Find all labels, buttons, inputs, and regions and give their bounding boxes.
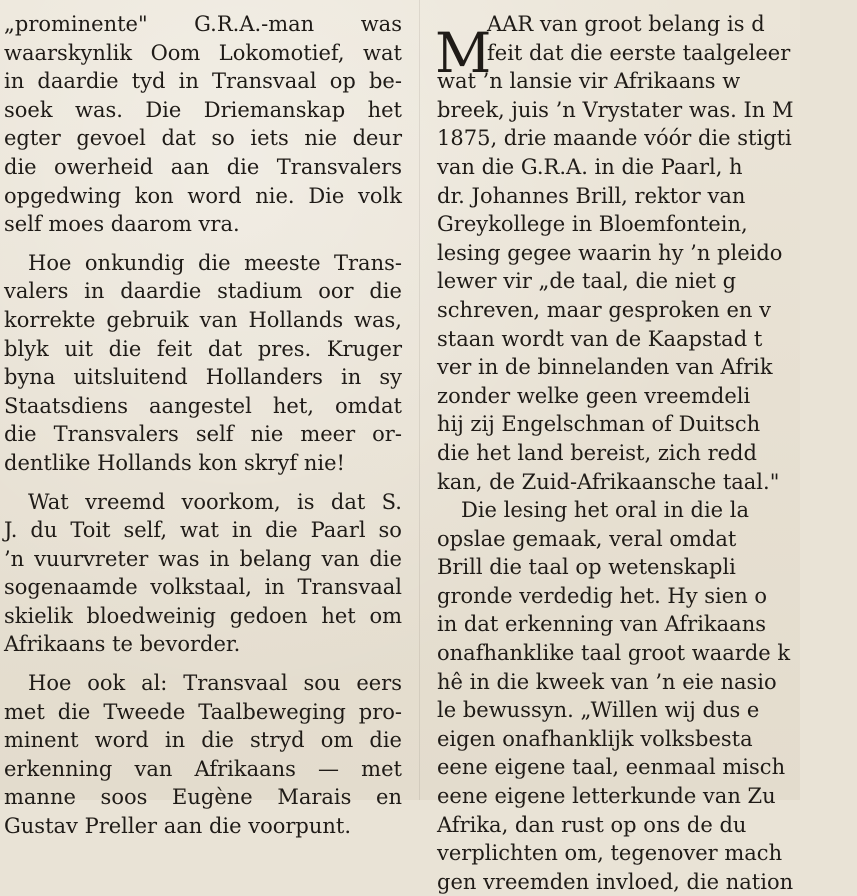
text-line: Brill die taal op wetenskapli xyxy=(437,555,736,580)
text-line: Afrika, dan rust op ons de du xyxy=(437,812,747,837)
text-line: blyk uit die feit dat pres. Kruger xyxy=(4,336,402,361)
text-line: byna uitsluitend Hollanders in sy xyxy=(4,365,402,390)
right-paragraph-2 xyxy=(437,496,857,896)
text-line: onafhanklike taal groot waarde k xyxy=(437,641,791,666)
text-line: met die Tweede Taalbeweging pro- xyxy=(4,699,402,724)
column-divider xyxy=(419,0,420,800)
text-line: wat ’n lansie vir Afrikaans w xyxy=(437,69,741,94)
text-line: lesing gegee waarin hy ’n pleido xyxy=(437,240,783,265)
text-line: valers in daardie stadium oor die xyxy=(4,279,402,304)
text-line: minent word in die stryd om die xyxy=(4,728,402,753)
text-line: ver in de binnelanden van Afrik xyxy=(437,355,773,380)
text-line: kan, de Zuid-Afrikaansche taal." xyxy=(437,469,780,494)
text-line: 1875, drie maande vóór die stigti xyxy=(437,126,792,151)
text-line: gen vreemden invloed, die nation xyxy=(437,869,794,894)
text-line: schreven, maar gesproken en v xyxy=(437,297,771,322)
left-paragraph-1 xyxy=(4,10,402,239)
text-line: verplichten om, tegenover mach xyxy=(437,841,783,866)
text-line: in daardie tyd in Transvaal op be- xyxy=(4,69,402,94)
left-paragraph-4 xyxy=(4,669,402,841)
text-line: waarskynlik Oom Lokomotief, wat xyxy=(4,40,402,65)
text-line: soek was. Die Driemanskap het xyxy=(4,97,402,122)
text-line: skielik bloedweinig gedoen het om xyxy=(4,603,402,628)
text-line: egter gevoel dat so iets nie deur xyxy=(4,126,402,151)
text-line: die het land bereist, zich redd xyxy=(437,440,757,465)
text-line: manne soos Eugène Marais en xyxy=(4,785,402,810)
right-column xyxy=(437,10,857,896)
text-line: eigen onafhanklijk volksbesta xyxy=(437,726,753,751)
text-line: Wat vreemd voorkom, is dat S. xyxy=(28,489,402,514)
left-paragraph-2 xyxy=(4,249,402,478)
text-line: ’n vuurvreter was in belang van die xyxy=(4,546,402,571)
text-line: breek, juis ’n Vrystater was. In M xyxy=(437,97,794,122)
text-line: feit dat die eerste taalgeleer xyxy=(487,40,791,65)
text-line: Greykollege in Bloemfontein, xyxy=(437,212,748,237)
right-paragraph-1 xyxy=(437,10,857,496)
text-line: die owerheid aan die Transvalers xyxy=(4,154,402,179)
text-line: opgedwing kon word nie. Die volk xyxy=(4,183,402,208)
text-line: die Transvalers self nie meer or- xyxy=(4,422,402,447)
text-line: van die G.R.A. in die Paarl, h xyxy=(437,154,743,179)
text-line: AAR van groot belang is d xyxy=(487,12,765,36)
left-paragraph-3 xyxy=(4,488,402,660)
left-column xyxy=(4,10,402,841)
text-line: J. du Toit self, wat in die Paarl so xyxy=(4,518,402,543)
drop-cap: M xyxy=(435,21,492,85)
text-line: „prominente" G.R.A.-man was xyxy=(4,12,402,36)
text-line: eene eigene letterkunde van Zu xyxy=(437,784,776,809)
text-line: korrekte gebruik van Hollands was, xyxy=(4,307,402,332)
text-line: opslae gemaak, veral omdat xyxy=(437,526,737,551)
text-line: erkenning van Afrikaans — met xyxy=(4,756,402,781)
text-line: Gustav Preller aan die voorpunt. xyxy=(4,814,352,839)
text-line: in dat erkenning van Afrikaans xyxy=(437,612,766,637)
text-line: gronde verdedig het. Hy sien o xyxy=(437,583,768,608)
text-line: Hoe onkundig die meeste Trans- xyxy=(28,250,402,275)
text-line: lewer vir „de taal, die niet g xyxy=(437,269,737,294)
text-line: staan wordt van de Kaapstad t xyxy=(437,326,763,351)
text-line: hê in die kweek van ’n eie nasio xyxy=(437,669,777,694)
text-line: dentlike Hollands kon skryf nie! xyxy=(4,450,345,475)
text-line: sogenaamde volkstaal, in Transvaal xyxy=(4,575,402,600)
text-line: Die lesing het oral in die la xyxy=(461,498,750,523)
text-line: Staatsdiens aangestel het, omdat xyxy=(4,393,402,418)
text-line: Afrikaans te bevorder. xyxy=(4,632,241,657)
text-line: le bewussyn. „Willen wij dus e xyxy=(437,698,760,723)
text-line: zonder welke geen vreemdeli xyxy=(437,383,751,408)
text-line: hij zij Engelschman of Duitsch xyxy=(437,412,761,437)
text-line: eene eigene taal, eenmaal misch xyxy=(437,755,786,780)
text-line: Hoe ook al: Transvaal sou eers xyxy=(28,671,402,696)
text-line: self moes daarom vra. xyxy=(4,212,240,237)
text-line: dr. Johannes Brill, rektor van xyxy=(437,183,746,208)
